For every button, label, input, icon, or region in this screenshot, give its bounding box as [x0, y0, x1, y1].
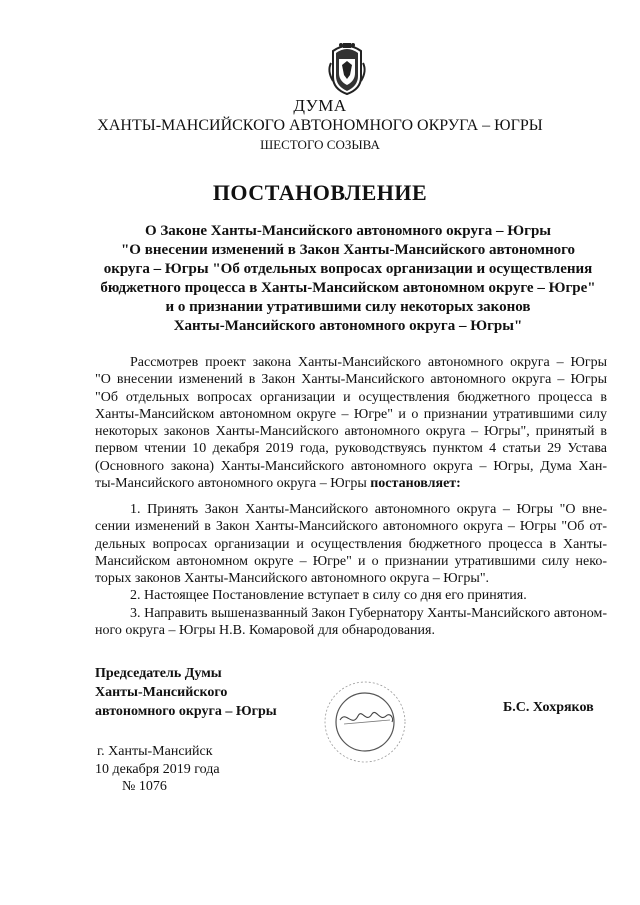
- subject-line: округа – Югры "Об отдельных вопросах организации и осуществления: [103, 261, 593, 277]
- document-subject: [88, 222, 608, 336]
- signatory-line: Ханты-Мансийского: [95, 685, 228, 700]
- document-number: № 1076: [122, 779, 167, 794]
- item-line: сении изменений в Закон Ханты-Мансийского автономного округа – Югры "Об от-: [95, 519, 607, 535]
- coat-of-arms-icon: [325, 37, 369, 97]
- date: 10 декабря 2019 года: [95, 761, 220, 777]
- subject-line: бюджетного процесса в Ханты-Мансийском автономном округе – Югре": [100, 280, 596, 296]
- item-line: дельных вопросах организации и осуществления бюджетного процесса в Ханты-: [95, 536, 607, 552]
- signatory-position: [95, 664, 277, 721]
- preamble-line: первом чтении 10 декабря 2019 года, руководствуясь пунктом 4 статьи 29 Устава: [95, 441, 607, 457]
- region-name: ХАНТЫ-МАНСИЙСКОГО АВТОНОМНОГО ОКРУГА – ЮГРЫ: [97, 117, 543, 134]
- subject-line: и о признании утратившими силу некоторых законов: [165, 299, 531, 315]
- org-name: ДУМА: [293, 96, 347, 115]
- resolution-keyword: постановляет:: [370, 476, 461, 492]
- place-date-number: [95, 743, 220, 796]
- signatory-name: Б.С. Хохряков: [503, 700, 594, 715]
- signatory-line: Председатель Думы: [95, 666, 222, 681]
- preamble-line: "О внесении изменений в Закон Ханты-Мансийского автономного округа – Югры: [95, 372, 607, 388]
- signatory-line: автономного округа – Югры: [95, 704, 277, 719]
- item-line: торых законов Ханты-Мансийского автономного округа – Югры".: [95, 571, 490, 587]
- preamble-line: (Основного закона) Ханты-Мансийского автономного округа – Югры, Дума Хан-: [95, 458, 607, 474]
- document-title: ПОСТАНОВЛЕНИЕ: [212, 180, 428, 205]
- preamble-last-text: ты-Мансийского автономного округа – Югры: [95, 476, 367, 492]
- convocation: ШЕСТОГО СОЗЫВА: [260, 137, 380, 152]
- resolution-items: [95, 501, 607, 639]
- preamble-line: "Об отдельных вопросах организации и осуществления бюджетного процесса в: [95, 389, 607, 405]
- preamble-line: [95, 475, 607, 492]
- city: г. Ханты-Мансийск: [97, 744, 213, 759]
- item-line: 3. Направить вышеназванный Закон Губернатору Ханты-Мансийского автоном-: [130, 605, 607, 621]
- preamble-line: некоторых законов Ханты-Мансийского автономного округа – Югры", принятый в: [95, 424, 607, 440]
- preamble-paragraph: [95, 354, 607, 492]
- subject-line: О Законе Ханты-Мансийского автономного округа – Югры: [144, 223, 552, 239]
- signature-stamp-icon: [310, 676, 420, 766]
- item-line: ного округа – Югры Н.В. Комаровой для обнародования.: [95, 623, 435, 639]
- preamble-line: Ханты-Мансийском автономном округе – Югре" и о признании утратившими силу: [95, 406, 607, 422]
- subject-line: Ханты-Мансийского автономного округа – Югры": [173, 318, 523, 334]
- subject-line: "О внесении изменений в Закон Ханты-Мансийского автономного: [120, 242, 576, 258]
- item-line: Мансийском автономном округе – Югре" и о признании утратившими силу неко-: [95, 553, 607, 569]
- item-line: 2. Настоящее Постановление вступает в силу со дня его принятия.: [130, 588, 527, 604]
- preamble-line: Рассмотрев проект закона Ханты-Мансийского автономного округа – Югры: [130, 355, 607, 370]
- item-line: 1. Принять Закон Ханты-Мансийского автономного округа – Югры "О вне-: [130, 502, 607, 517]
